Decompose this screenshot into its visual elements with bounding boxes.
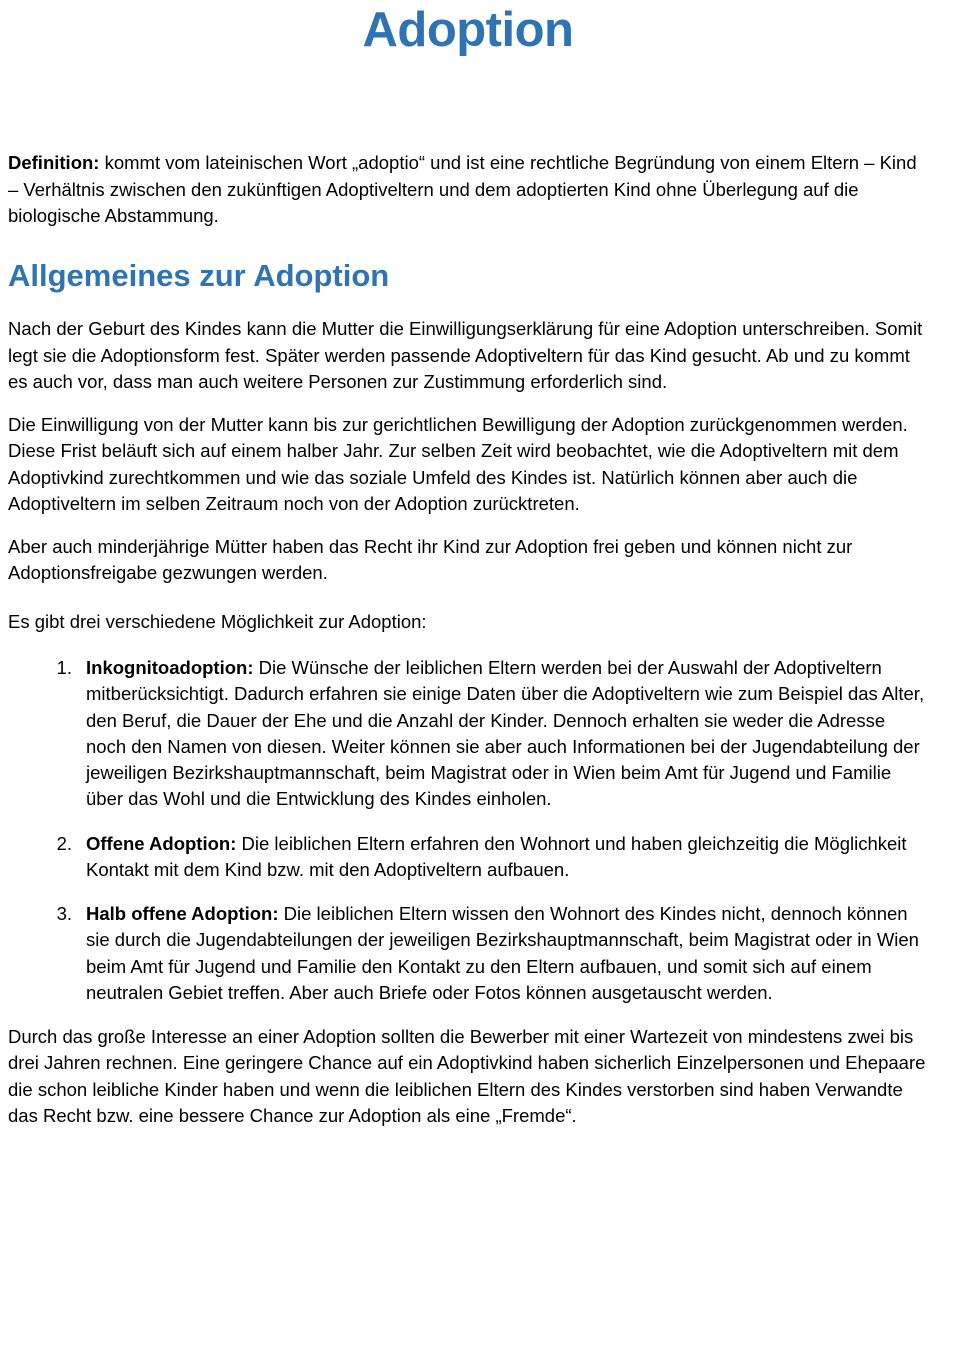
list-item-term: Inkognitoadoption:: [86, 656, 254, 678]
page-title: Adoption: [362, 3, 574, 57]
list-item-text: Die leiblichen Eltern erfahren den Wohnort und haben gleichzeitig die Möglichkeit Kontakt mit dem Kind bzw. mit den Adoptiveltern aufbauen.: [86, 832, 907, 880]
closing-paragraph: Durch das große Interesse an einer Adoption sollten die Bewerber mit einer Wartezeit von mindestens zwei bis drei Jahren rechnen. Eine geringere Chance auf ein Adoptivkind haben sicherlich Einzelpersonen und Ehepaare die schon leibliche Kinder haben und wenn die leiblichen Eltern des Kindes verstorben sind haben Verwandte das Recht bzw. eine bessere Chance zur Adoption als eine „Fremde“.: [8, 1026, 926, 1126]
list-item-text: Die leiblichen Eltern wissen den Wohnort des Kindes nicht, dennoch können sie durch die Jugendabteilungen der jeweiligen Bezirkshauptmannschaft, beim Magistrat oder in Wien beim Amt für Jugend und Familie den Kontakt zu den Eltern aufbauen, und somit sich auf einem neutralen Gebiet treffen. Aber auch Briefe oder Fotos können ausgetauscht werden.: [86, 903, 919, 1003]
list-item-term: Halb offene Adoption:: [86, 903, 279, 925]
paragraph-3: Aber auch minderjährige Mütter haben das Recht ihr Kind zur Adoption frei geben und können nicht zur Adoptionsfreigabe gezwungen werden.: [8, 536, 853, 584]
adoption-types-list: [8, 655, 928, 1006]
list-item-text: Die Wünsche der leiblichen Eltern werden bei der Auswahl der Adoptiveltern mitberücksichtigt. Dadurch erfahren sie einige Daten über die Adoptiveltern wie zum Beispiel das Alter, den Beruf, die Dauer der Ehe und die Anzahl der Kinder. Dennoch erhalten sie weder die Adresse noch den Namen von diesen. Weiter können sie aber auch Informationen bei der Jugendabteilung der jeweiligen Bezirkshauptmannschaft, beim Magistrat oder in Wien beim Amt für Jugend und Familie über das Wohl und die Entwicklung des Kindes einholen.: [86, 656, 925, 810]
definition-label: Definition:: [8, 152, 100, 174]
paragraph-2: Die Einwilligung von der Mutter kann bis zur gerichtlichen Bewilligung der Adoption zurückgenommen werden. Diese Frist beläuft sich auf einem halber Jahr. Zur selben Zeit wird beobachtet, wie die Adoptiveltern mit dem Adoptivkind zurechtkommen und wie das soziale Umfeld des Kindes ist. Natürlich können aber auch die Adoptiveltern im selben Zeitraum noch von der Adoption zurücktreten.: [8, 414, 908, 514]
list-item-term: Offene Adoption:: [86, 832, 237, 854]
definition-paragraph: [8, 150, 928, 229]
document-body: [0, 150, 936, 1129]
paragraph-1: Nach der Geburt des Kindes kann die Mutter die Einwilligungserklärung für eine Adoption unterschreiben. Somit legt sie die Adoptionsform fest. Später werden passende Adoptiveltern für das Kind gesucht. Ab und zu kommt es auch vor, dass man auch weitere Personen zur Zustimmung erforderlich sind.: [8, 318, 923, 392]
definition-text: kommt vom lateinischen Wort „adoptio“ und ist eine rechtliche Begründung von einem Eltern – Kind – Verhältnis zwischen den zukünftigen Adoptiveltern und dem adoptierten Kind ohne Überlegung auf die biologische Abstammung.: [8, 152, 917, 226]
section-heading-allgemeines: Allgemeines zur Adoption: [8, 258, 390, 294]
list-item: [8, 831, 928, 884]
list-item: [8, 655, 928, 813]
list-item: [8, 901, 928, 1006]
list-intro-paragraph: Es gibt drei verschiedene Möglichkeit zur Adoption:: [8, 610, 427, 632]
